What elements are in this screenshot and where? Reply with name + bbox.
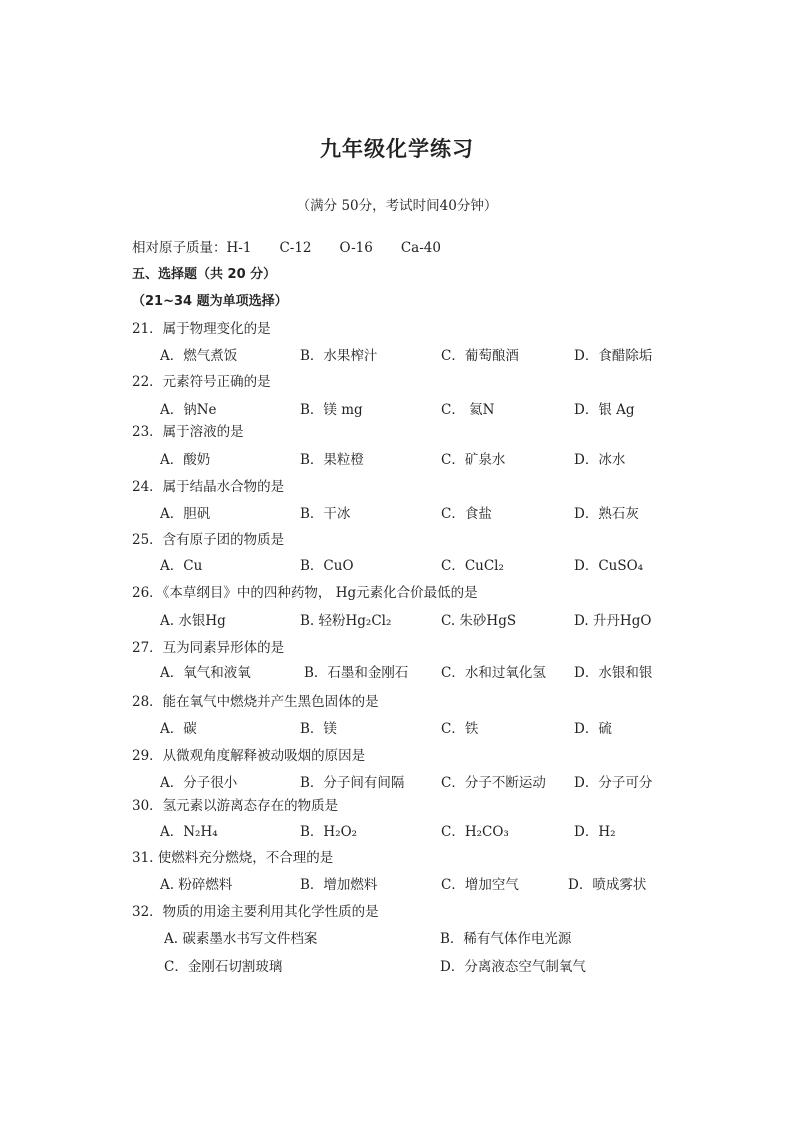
- atomic-mass-item: C-12: [279, 240, 312, 256]
- question-stem: 24．属于结晶水合物的是: [132, 479, 285, 495]
- option-d[interactable]: D．分离液态空气制氧气: [440, 959, 586, 975]
- option-b[interactable]: B．增加燃料: [300, 877, 378, 893]
- question-stem: 25．含有原子团的物质是: [132, 532, 285, 548]
- option-b[interactable]: B．镁 mg: [300, 402, 363, 418]
- atomic-mass-line: [132, 236, 469, 256]
- option-d[interactable]: D．食醋除垢: [574, 348, 653, 364]
- option-c[interactable]: C．铁: [441, 721, 479, 737]
- option-b[interactable]: B．H₂O₂: [300, 824, 358, 840]
- question-stem: 26．《本草纲目》中的四种药物， Hg元素化合价最低的是: [132, 585, 478, 601]
- option-b[interactable]: B．石墨和金刚石: [304, 665, 409, 681]
- section-heading: 五、选择题（共 20 分）: [132, 267, 277, 282]
- option-d[interactable]: D．熟石灰: [574, 506, 639, 522]
- option-b[interactable]: B．干冰: [300, 506, 351, 522]
- atomic-mass-item: H-1: [226, 240, 252, 256]
- option-b[interactable]: B．水果榨汁: [300, 348, 378, 364]
- option-b[interactable]: B. 轻粉Hg₂Cl₂: [300, 613, 392, 629]
- question-stem: 30．氢元素以游离态存在的物质是: [132, 798, 339, 814]
- option-c[interactable]: C．H₂CO₃: [441, 824, 509, 840]
- option-c[interactable]: C. 朱砂HgS: [441, 613, 517, 629]
- option-a[interactable]: A. 粉碎燃料: [160, 877, 233, 893]
- option-c[interactable]: C．葡萄酿酒: [441, 348, 519, 364]
- question-stem: 28．能在氧气中燃烧并产生黑色固体的是: [132, 694, 379, 710]
- option-b[interactable]: B．稀有气体作电光源: [440, 931, 572, 947]
- option-a[interactable]: A．Cu: [160, 558, 203, 574]
- question-stem: 31. 使燃料充分燃烧，不合理的是: [132, 850, 334, 866]
- option-a[interactable]: A．胆矾: [160, 506, 211, 522]
- option-c[interactable]: C．食盐: [441, 506, 492, 522]
- option-b[interactable]: B．CuO: [300, 558, 354, 574]
- option-d[interactable]: D．水银和银: [574, 665, 653, 681]
- option-d[interactable]: D．CuSO₄: [574, 558, 644, 574]
- question-stem: 23．属于溶液的是: [132, 424, 244, 440]
- option-a[interactable]: A．钠Ne: [160, 402, 217, 418]
- option-b[interactable]: B．果粒橙: [300, 452, 364, 468]
- option-a[interactable]: A. 水银Hg: [160, 613, 226, 629]
- question-stem: 22．元素符号正确的是: [132, 374, 271, 390]
- question-stem: 27．互为同素异形体的是: [132, 640, 285, 656]
- option-d[interactable]: D．H₂: [574, 824, 616, 840]
- option-c[interactable]: C．矿泉水: [441, 452, 506, 468]
- option-c[interactable]: C． 氦N: [441, 402, 495, 418]
- option-b[interactable]: B．分子间有间隔: [300, 775, 405, 791]
- question-stem: 21．属于物理变化的是: [132, 321, 271, 337]
- option-c[interactable]: C．水和过氧化氢: [441, 665, 546, 681]
- section-note: （21~34 题为单项选择）: [132, 294, 288, 309]
- option-a[interactable]: A．分子很小: [160, 775, 238, 791]
- option-d[interactable]: D. 升丹HgO: [574, 613, 652, 629]
- option-d[interactable]: D．分子可分: [574, 775, 653, 791]
- atomic-mass-item: Ca-40: [400, 240, 441, 256]
- question-stem: 29．从微观角度解释被动吸烟的原因是: [132, 748, 366, 764]
- option-c[interactable]: C．增加空气: [441, 877, 519, 893]
- option-d[interactable]: D．冰水: [574, 452, 626, 468]
- option-a[interactable]: A．酸奶: [160, 452, 211, 468]
- option-a[interactable]: A．氧气和液氧: [160, 665, 251, 681]
- option-c[interactable]: C．金刚石切割玻璃: [164, 959, 283, 975]
- exam-info: （满分 50分，考试时间40分钟）: [296, 198, 498, 214]
- option-a[interactable]: A．燃气煮饭: [160, 348, 238, 364]
- option-a[interactable]: A. 碳素墨水书写文件档案: [164, 931, 318, 947]
- option-b[interactable]: B．镁: [300, 721, 337, 737]
- option-d[interactable]: D．喷成雾状: [568, 877, 647, 893]
- option-d[interactable]: D．硫: [574, 721, 612, 737]
- option-c[interactable]: C．CuCl₂: [441, 558, 504, 574]
- option-c[interactable]: C．分子不断运动: [441, 775, 546, 791]
- atomic-mass-label: 相对原子质量：: [132, 240, 227, 256]
- option-a[interactable]: A．N₂H₄: [160, 824, 218, 840]
- option-d[interactable]: D．银 Ag: [574, 402, 635, 418]
- atomic-mass-item: O-16: [339, 240, 373, 256]
- option-a[interactable]: A．碳: [160, 721, 197, 737]
- page-title: 九年级化学练习: [320, 137, 474, 161]
- question-stem: 32．物质的用途主要利用其化学性质的是: [132, 904, 379, 920]
